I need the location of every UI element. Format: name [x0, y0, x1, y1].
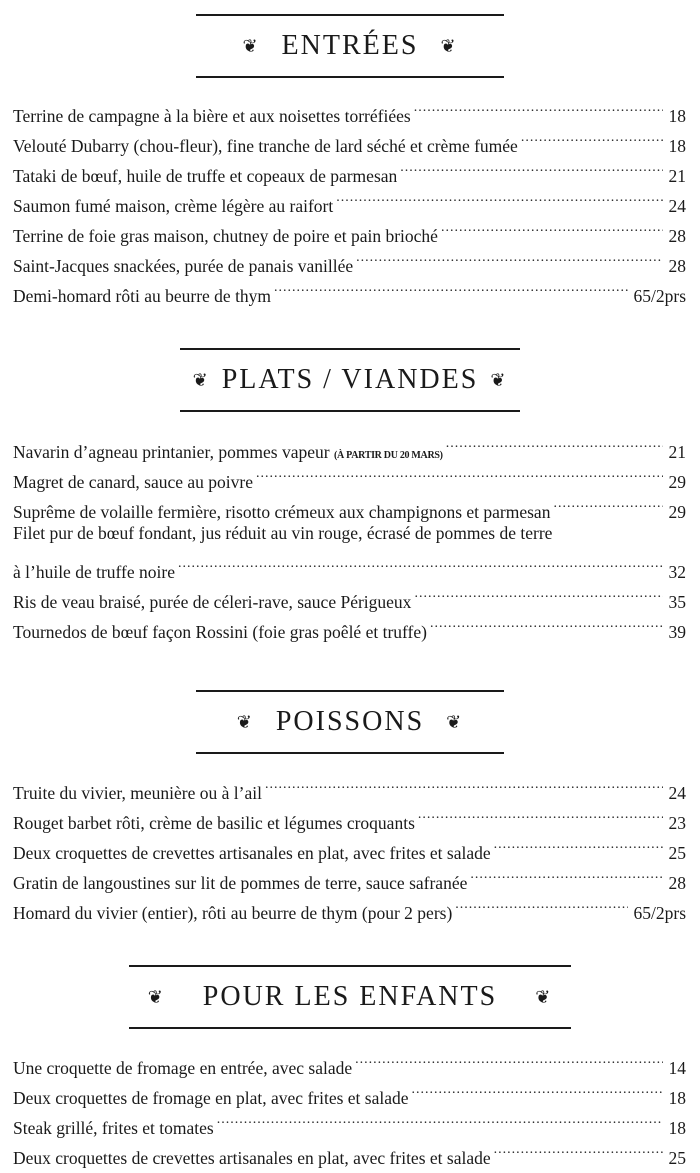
item-name: Tournedos de bœuf façon Rossini (foie gras poêlé et truffe) — [13, 622, 427, 642]
item-name-line1: Filet pur de bœuf fondant, jus réduit au vin rouge, écrasé de pommes de terre — [13, 523, 553, 543]
fleuron-left-icon: ❦ — [147, 986, 165, 1007]
item-name: Saumon fumé maison, crème légère au raifort — [13, 196, 334, 216]
item-price: 35 — [668, 592, 686, 612]
leader-dots — [521, 122, 663, 152]
section-poissons — [0, 690, 700, 923]
section-plats-viandes — [0, 348, 700, 642]
heading-rule-bottom — [180, 410, 520, 412]
item-name: Gratin de langoustines sur lit de pommes de terre, sauce safranée — [13, 873, 468, 893]
item-price: 21 — [668, 442, 686, 462]
section-heading — [180, 348, 520, 412]
leader-dots — [455, 889, 627, 919]
leader-dots — [336, 182, 662, 212]
heading-rule-bottom — [196, 752, 504, 754]
section-title — [196, 28, 504, 66]
leader-dots — [412, 1074, 663, 1104]
menu-list — [13, 769, 686, 923]
fleuron-right-icon: ❦ — [440, 35, 458, 56]
leader-dots — [400, 152, 662, 182]
menu-list — [13, 1044, 686, 1168]
section-title-text: PLATS / VIANDES — [221, 364, 479, 395]
leader-dots — [430, 608, 663, 638]
fleuron-right-icon: ❦ — [446, 711, 464, 732]
leader-dots — [418, 799, 663, 829]
item-name: Magret de canard, sauce au poivre — [13, 472, 254, 492]
item-price: 65/2prs — [633, 286, 686, 306]
leader-dots — [265, 769, 663, 799]
fleuron-left-icon: ❦ — [192, 369, 210, 390]
item-name: Ris de veau braisé, purée de céleri-rave, sauce Périgueux — [13, 592, 412, 612]
leader-dots — [414, 92, 663, 122]
heading-rule-bottom — [196, 76, 504, 78]
item-price: 24 — [668, 196, 686, 216]
item-name-text: Navarin d’agneau printanier, pommes vapeur — [13, 442, 330, 462]
section-pour-les-enfants — [0, 965, 700, 1168]
item-price: 29 — [668, 502, 686, 522]
fleuron-left-icon: ❦ — [242, 35, 260, 56]
item-price: 18 — [668, 106, 686, 126]
section-title-text: POISSONS — [275, 706, 425, 737]
item-price: 18 — [668, 136, 686, 156]
item-price: 32 — [668, 562, 686, 582]
item-price: 65/2prs — [633, 903, 686, 923]
item-price: 39 — [668, 622, 686, 642]
fleuron-right-icon: ❦ — [535, 986, 553, 1007]
menu-item-line1 — [13, 518, 686, 548]
item-price: 28 — [668, 873, 686, 893]
item-name: Steak grillé, frites et tomates — [13, 1118, 214, 1138]
item-name: Tataki de bœuf, huile de truffe et copeaux de parmesan — [13, 166, 398, 186]
menu-item — [13, 548, 686, 582]
item-name: Terrine de campagne à la bière et aux noisettes torréfiées — [13, 106, 411, 126]
item-name: Deux croquettes de fromage en plat, avec frites et salade — [13, 1088, 409, 1108]
item-price: 25 — [668, 843, 686, 863]
menu-item — [13, 428, 686, 462]
item-name: Saint-Jacques snackées, purée de panais vanillée — [13, 256, 354, 276]
fleuron-right-icon: ❦ — [490, 369, 508, 390]
menu-item — [13, 1044, 686, 1078]
item-price: 29 — [668, 472, 686, 492]
heading-rule-top — [196, 690, 504, 692]
leader-dots — [553, 488, 662, 518]
section-title — [180, 362, 520, 400]
menu-item — [13, 769, 686, 803]
leader-dots — [274, 272, 627, 302]
item-name: Une croquette de fromage en entrée, avec salade — [13, 1058, 353, 1078]
fleuron-left-icon: ❦ — [236, 711, 254, 732]
section-heading — [196, 690, 504, 754]
item-price: 21 — [668, 166, 686, 186]
heading-rule-top — [180, 348, 520, 350]
item-name: Velouté Dubarry (chou-fleur), fine tranche de lard séché et crème fumée — [13, 136, 518, 156]
leader-dots — [494, 1134, 663, 1164]
menu-list — [13, 428, 686, 642]
item-name: Suprême de volaille fermière, risotto crémeux aux champignons et parmesan — [13, 502, 551, 522]
leader-dots — [256, 458, 662, 488]
section-title-text: POUR LES ENFANTS — [202, 981, 498, 1012]
item-name: Homard du vivier (entier), rôti au beurre de thym (pour 2 pers) — [13, 903, 453, 923]
item-price: 18 — [668, 1088, 686, 1108]
item-price: 28 — [668, 256, 686, 276]
section-title — [196, 704, 504, 742]
item-name: Deux croquettes de crevettes artisanales en plat, avec frites et salade — [13, 1148, 491, 1168]
leader-dots — [356, 242, 662, 272]
leader-dots — [494, 829, 663, 859]
item-name: Terrine de foie gras maison, chutney de poire et pain brioché — [13, 226, 438, 246]
menu-list — [13, 92, 686, 306]
item-price: 25 — [668, 1148, 686, 1168]
leader-dots — [178, 548, 663, 578]
section-entrees — [0, 14, 700, 306]
item-price: 14 — [668, 1058, 686, 1078]
section-heading — [129, 965, 571, 1029]
leader-dots — [470, 859, 662, 889]
item-name: Rouget barbet rôti, crème de basilic et légumes croquants — [13, 813, 415, 833]
leader-dots — [441, 212, 663, 242]
item-name: Deux croquettes de crevettes artisanales en plat, avec frites et salade — [13, 843, 491, 863]
menu-item — [13, 92, 686, 126]
section-title — [129, 979, 571, 1017]
item-price: 18 — [668, 1118, 686, 1138]
item-name: Truite du vivier, meunière ou à l’ail — [13, 783, 262, 803]
item-name: Demi-homard rôti au beurre de thym — [13, 286, 272, 306]
heading-rule-bottom — [129, 1027, 571, 1029]
section-title-text: ENTRÉES — [281, 30, 419, 61]
item-price: 23 — [668, 813, 686, 833]
item-name: à l’huile de truffe noire — [13, 562, 175, 582]
leader-dots — [446, 428, 663, 458]
heading-rule-top — [129, 965, 571, 967]
heading-rule-top — [196, 14, 504, 16]
item-price: 28 — [668, 226, 686, 246]
leader-dots — [217, 1104, 663, 1134]
section-heading — [196, 14, 504, 78]
item-note: (À PARTIR DU 20 MARS) — [333, 450, 443, 461]
item-price: 24 — [668, 783, 686, 803]
leader-dots — [355, 1044, 662, 1074]
leader-dots — [414, 578, 662, 608]
